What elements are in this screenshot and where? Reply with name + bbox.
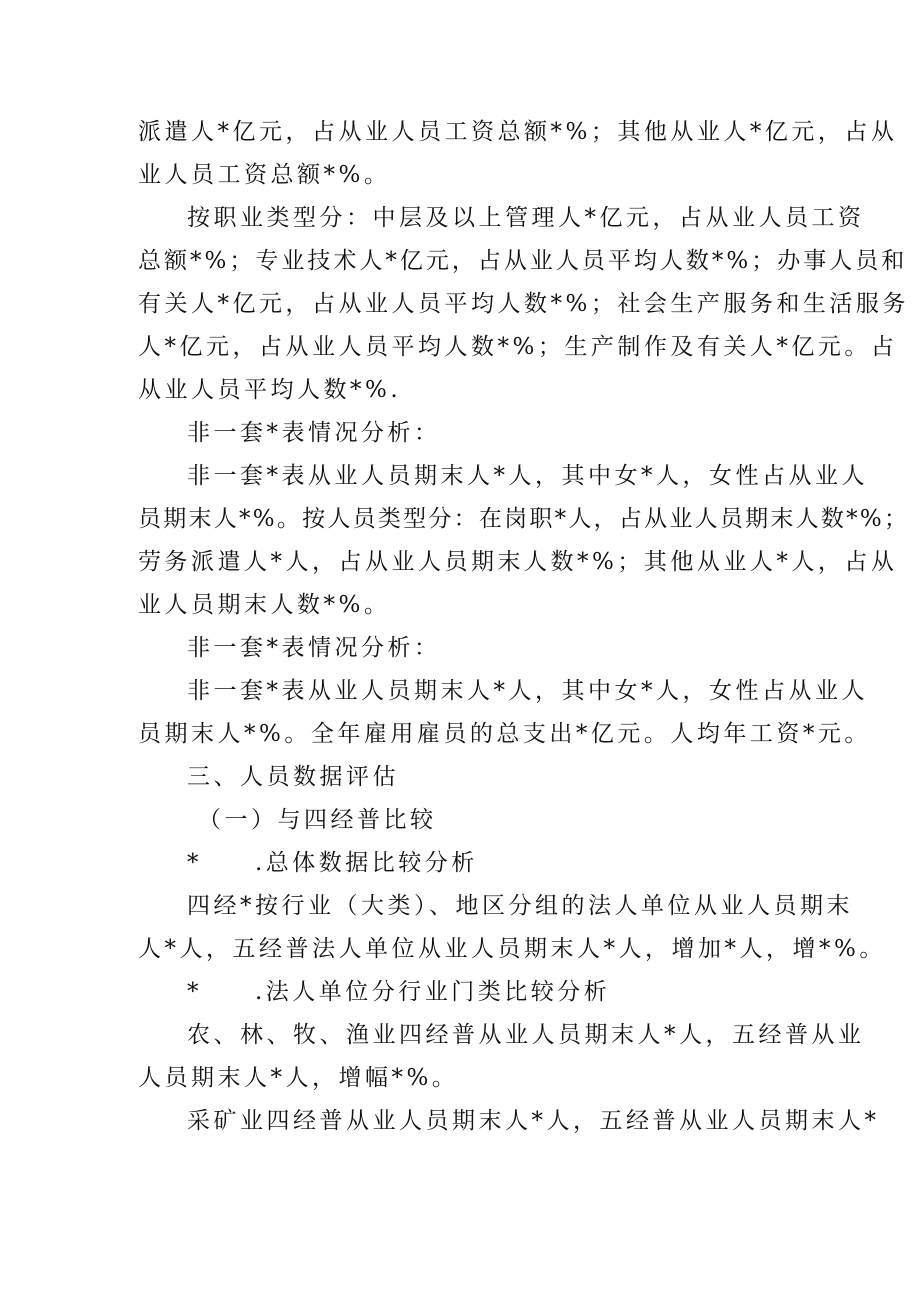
text-line: 总额*%；专业技术人*亿元，占从业人员平均人数*%；办事人员和 xyxy=(138,248,908,274)
text-line: 业人员工资总额*%。 xyxy=(138,162,391,188)
text-line: 员期末人*%。按人员类型分：在岗职*人，占从业人员期末人数*%； xyxy=(138,506,910,532)
section-heading: 三、人员数据评估 xyxy=(187,764,399,790)
text-line: 员期末人*%。全年雇用雇员的总支出*亿元。人均年工资*元。 xyxy=(138,721,871,747)
text-line: 有关人*亿元，占从业人员平均人数*%；社会生产服务和生活服务 xyxy=(138,291,909,317)
subsection-heading: * .法人单位分行业门类比较分析 xyxy=(187,979,611,1005)
subsection-heading: （一）与四经普比较 xyxy=(198,807,437,833)
text-line: 人员期末人*人，增幅*%。 xyxy=(138,1065,459,1091)
text-line: 业人员期末人数*%。 xyxy=(138,592,391,618)
text-line: 非一套*表从业人员期末人*人，其中女*人，女性占从业人 xyxy=(187,678,868,704)
text-line: 人*人，五经普法人单位从业人员期末人*人，增加*人，增*%。 xyxy=(138,936,886,962)
text-line: 非一套*表从业人员期末人*人，其中女*人，女性占从业人 xyxy=(187,463,868,489)
text-line: 四经*按行业（大类）、地区分组的法人单位从业人员期末 xyxy=(187,893,853,919)
section-heading: 非一套*表情况分析： xyxy=(187,635,441,661)
text-line: 劳务派遣人*人，占从业人员期末人数*%；其他从业人*人，占从 xyxy=(138,549,898,575)
text-line: 采矿业四经普从业人员期末人*人，五经普从业人员期末人* xyxy=(187,1108,880,1134)
text-line: 从业人员平均人数*%. xyxy=(138,377,402,403)
subsection-heading: * .总体数据比较分析 xyxy=(187,850,478,876)
text-line: 农、林、牧、渔业四经普从业人员期末人*人，五经普从业 xyxy=(187,1022,865,1048)
section-heading: 非一套*表情况分析： xyxy=(187,420,441,446)
text-line: 按职业类型分：中层及以上管理人*亿元，占从业人员工资 xyxy=(187,205,865,231)
text-line: 人*亿元，占从业人员平均人数*%；生产制作及有关人*亿元。占 xyxy=(138,334,898,360)
text-line: 派遣人*亿元，占从业人员工资总额*%；其他从业人*亿元，占从 xyxy=(138,119,898,145)
